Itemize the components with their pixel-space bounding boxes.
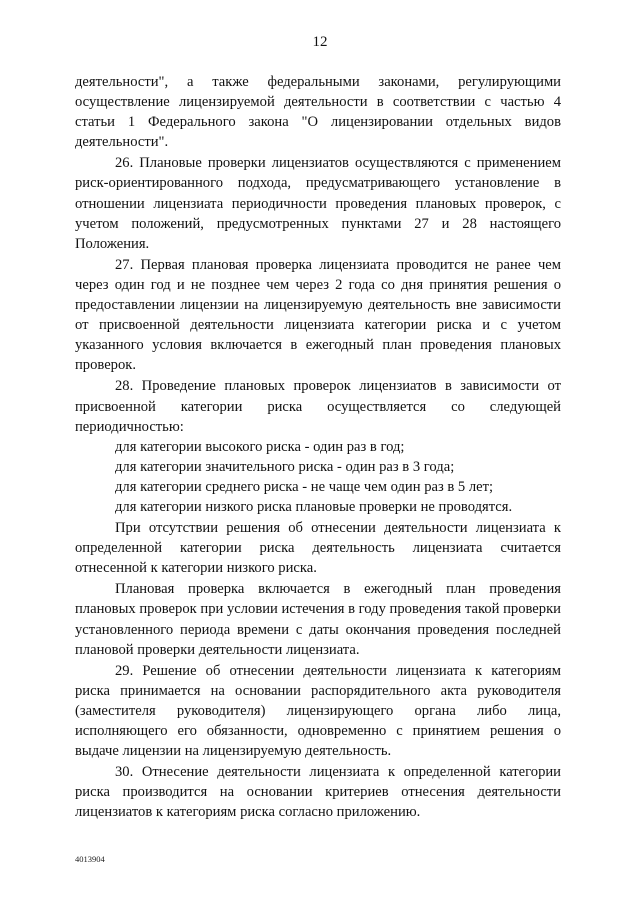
list-item-significant-risk: для категории значительного риска - один раз в 3 года; [115,458,455,475]
page-number: 12 [312,34,328,50]
list-item-high-risk: для категории высокого риска - один раз в год; [115,438,405,455]
list-item-low-risk: для категории низкого риска плановые проверки не проводятся. [115,498,513,515]
paragraph-28: 28. Проведение плановых проверок лицензиатов в зависимости от присвоенной категории риска осуществляется со следующей периодичностью: [75,378,561,435]
paragraph-continuation: деятельности", а также федеральными законами, регулирующими осуществление лицензируемой деятельности в соответствии с частью 4 статьи 1 Федерального закона "О лицензировании отдельных видов деятельности". [75,74,561,151]
paragraph-29: 29. Решение об отнесении деятельности лицензиата к категориям риска принимается на основании распорядительного акта руководителя (заместителя руководителя) лицензирующего органа либо лица, исполняющего его обязанности, одновременно с принятием решения о выдаче лицензии на лицензируемую деятельность. [75,662,561,760]
document-body [75,72,561,822]
paragraph-26: 26. Плановые проверки лицензиатов осуществляются с применением риск-ориентированного подхода, предусматривающего установление в отношении лицензиата периодичности проведения плановых проверок, с учетом положений, предусмотренных пунктами 27 и 28 настоящего Положения. [75,155,561,252]
paragraph-27: 27. Первая плановая проверка лицензиата проводится не ранее чем через один год и не позднее чем через 2 года со дня принятия решения о предоставлении лицензии на лицензируемую деятельность вне зависимости от присвоенной деятельности лицензиата категории риска и с учетом указанного условия включается в ежегодный план проведения плановых проверок. [75,256,561,374]
paragraph-plan-inclusion: Плановая проверка включается в ежегодный план проведения плановых проверок при условии истечения в году проведения такой проверки установленного периода времени с даты окончания проведения последней плановой проверки деятельности лицензиата. [75,581,561,658]
risk-periodicity-list [75,437,561,517]
document-code: 4013904 [75,854,105,864]
list-item-medium-risk: для категории среднего риска - не чаще чем один раз в 5 лет; [115,478,494,495]
paragraph-no-decision: При отсутствии решения об отнесении деятельности лицензиата к определенной категории риска деятельность лицензиата считается отнесенной к категории низкого риска. [75,520,561,577]
paragraph-30: 30. Отнесение деятельности лицензиата к определенной категории риска производится на основании критериев отнесения деятельности лицензиатов к категориям риска согласно приложению. [75,764,561,821]
